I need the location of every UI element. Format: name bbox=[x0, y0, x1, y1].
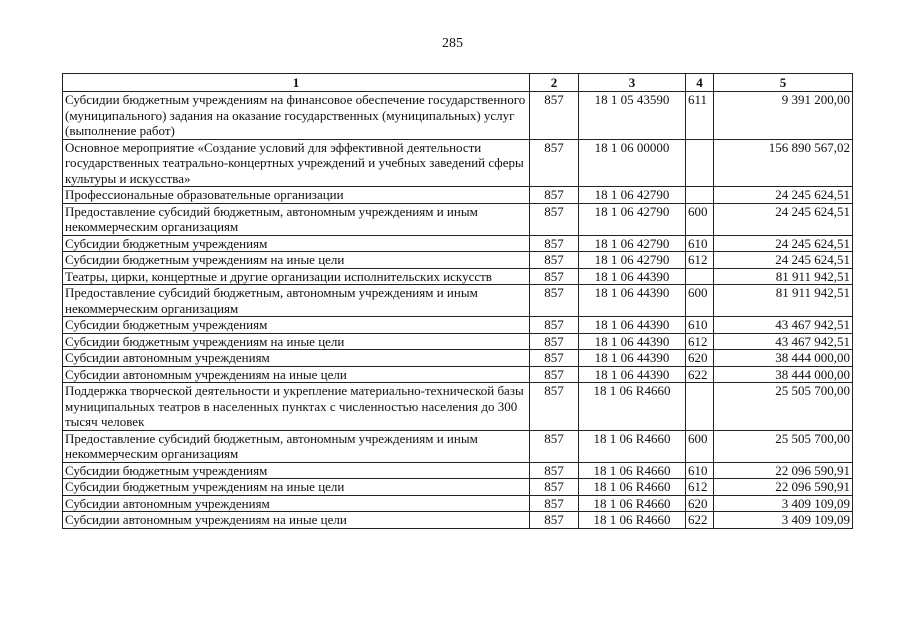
row-col-3: 18 1 06 R4660 bbox=[579, 495, 686, 512]
row-name: Субсидии автономным учреждениям на иные цели bbox=[63, 512, 530, 529]
row-name: Предоставление субсидий бюджетным, автономным учреждениям и иным некоммерческим организациям bbox=[63, 203, 530, 235]
header-col-2: 2 bbox=[530, 74, 579, 92]
table-row bbox=[63, 350, 853, 367]
row-col-2: 857 bbox=[530, 139, 579, 187]
row-name: Предоставление субсидий бюджетным, автономным учреждениям и иным некоммерческим организациям bbox=[63, 285, 530, 317]
row-col-3: 18 1 06 44390 bbox=[579, 268, 686, 285]
row-col-5: 3 409 109,09 bbox=[714, 512, 853, 529]
row-col-5: 25 505 700,00 bbox=[714, 430, 853, 462]
page-number: 285 bbox=[442, 36, 463, 51]
table-row bbox=[63, 268, 853, 285]
row-col-2: 857 bbox=[530, 366, 579, 383]
row-col-2: 857 bbox=[530, 92, 579, 140]
row-col-4: 612 bbox=[686, 252, 714, 269]
table-row bbox=[63, 235, 853, 252]
row-col-2: 857 bbox=[530, 203, 579, 235]
row-name: Субсидии бюджетным учреждениям bbox=[63, 462, 530, 479]
row-name: Субсидии бюджетным учреждениям bbox=[63, 235, 530, 252]
header-col-4: 4 bbox=[686, 74, 714, 92]
row-name: Субсидии автономным учреждениям bbox=[63, 350, 530, 367]
row-col-4 bbox=[686, 187, 714, 204]
table-row bbox=[63, 479, 853, 496]
row-col-5: 43 467 942,51 bbox=[714, 333, 853, 350]
row-col-4: 622 bbox=[686, 512, 714, 529]
header-col-3: 3 bbox=[579, 74, 686, 92]
row-col-2: 857 bbox=[530, 479, 579, 496]
row-col-3: 18 1 06 42790 bbox=[579, 187, 686, 204]
row-col-3: 18 1 06 R4660 bbox=[579, 512, 686, 529]
table-row bbox=[63, 366, 853, 383]
row-col-3: 18 1 06 44390 bbox=[579, 350, 686, 367]
row-col-2: 857 bbox=[530, 317, 579, 334]
row-name: Субсидии бюджетным учреждениям на иные цели bbox=[63, 479, 530, 496]
row-col-5: 22 096 590,91 bbox=[714, 479, 853, 496]
row-col-5: 9 391 200,00 bbox=[714, 92, 853, 140]
row-col-3: 18 1 06 R4660 bbox=[579, 462, 686, 479]
row-col-3: 18 1 06 42790 bbox=[579, 235, 686, 252]
row-col-3: 18 1 06 42790 bbox=[579, 252, 686, 269]
row-col-4: 612 bbox=[686, 479, 714, 496]
row-col-5: 25 505 700,00 bbox=[714, 383, 853, 431]
row-col-3: 18 1 06 44390 bbox=[579, 333, 686, 350]
row-col-4: 600 bbox=[686, 285, 714, 317]
row-name: Театры, цирки, концертные и другие организации исполнительских искусств bbox=[63, 268, 530, 285]
row-col-2: 857 bbox=[530, 462, 579, 479]
table-row bbox=[63, 203, 853, 235]
row-col-4: 612 bbox=[686, 333, 714, 350]
table-row bbox=[63, 383, 853, 431]
table-body bbox=[63, 92, 853, 529]
row-col-2: 857 bbox=[530, 187, 579, 204]
row-col-5: 24 245 624,51 bbox=[714, 187, 853, 204]
row-col-4: 600 bbox=[686, 203, 714, 235]
row-col-5: 24 245 624,51 bbox=[714, 203, 853, 235]
row-name: Предоставление субсидий бюджетным, автономным учреждениям и иным некоммерческим организациям bbox=[63, 430, 530, 462]
row-col-5: 24 245 624,51 bbox=[714, 235, 853, 252]
table-row bbox=[63, 512, 853, 529]
row-col-5: 38 444 000,00 bbox=[714, 366, 853, 383]
row-col-3: 18 1 06 R4660 bbox=[579, 430, 686, 462]
row-col-5: 43 467 942,51 bbox=[714, 317, 853, 334]
row-col-2: 857 bbox=[530, 495, 579, 512]
row-col-5: 24 245 624,51 bbox=[714, 252, 853, 269]
row-col-5: 81 911 942,51 bbox=[714, 285, 853, 317]
table-row bbox=[63, 333, 853, 350]
row-col-3: 18 1 06 R4660 bbox=[579, 383, 686, 431]
table-row bbox=[63, 92, 853, 140]
row-name: Субсидии бюджетным учреждениям на иные цели bbox=[63, 333, 530, 350]
row-col-4: 620 bbox=[686, 495, 714, 512]
row-col-4: 610 bbox=[686, 462, 714, 479]
row-col-5: 81 911 942,51 bbox=[714, 268, 853, 285]
row-col-4 bbox=[686, 139, 714, 187]
row-col-3: 18 1 06 44390 bbox=[579, 317, 686, 334]
row-col-2: 857 bbox=[530, 350, 579, 367]
table-row bbox=[63, 187, 853, 204]
row-col-5: 38 444 000,00 bbox=[714, 350, 853, 367]
row-col-3: 18 1 06 42790 bbox=[579, 203, 686, 235]
row-col-3: 18 1 06 00000 bbox=[579, 139, 686, 187]
row-col-2: 857 bbox=[530, 268, 579, 285]
row-col-4: 620 bbox=[686, 350, 714, 367]
row-col-4: 622 bbox=[686, 366, 714, 383]
row-col-3: 18 1 06 44390 bbox=[579, 366, 686, 383]
table-row bbox=[63, 462, 853, 479]
row-name: Субсидии автономным учреждениям bbox=[63, 495, 530, 512]
header-col-1: 1 bbox=[63, 74, 530, 92]
row-name: Субсидии бюджетным учреждениям на финансовое обеспечение государственного (муниципального) задания на оказание государственных (муниципальных) услуг (выполнение работ) bbox=[63, 92, 530, 140]
row-col-2: 857 bbox=[530, 512, 579, 529]
header-col-5: 5 bbox=[714, 74, 853, 92]
row-col-3: 18 1 05 43590 bbox=[579, 92, 686, 140]
row-col-4 bbox=[686, 268, 714, 285]
table-row bbox=[63, 430, 853, 462]
row-col-4: 600 bbox=[686, 430, 714, 462]
row-col-2: 857 bbox=[530, 430, 579, 462]
row-name: Субсидии автономным учреждениям на иные цели bbox=[63, 366, 530, 383]
row-col-3: 18 1 06 R4660 bbox=[579, 479, 686, 496]
row-col-2: 857 bbox=[530, 252, 579, 269]
row-col-2: 857 bbox=[530, 235, 579, 252]
row-col-4: 611 bbox=[686, 92, 714, 140]
row-name: Субсидии бюджетным учреждениям bbox=[63, 317, 530, 334]
row-col-3: 18 1 06 44390 bbox=[579, 285, 686, 317]
row-col-4: 610 bbox=[686, 317, 714, 334]
row-name: Основное мероприятие «Создание условий для эффективной деятельности государственных театрально-концертных учреждений и учебных заведений сферы культуры и искусства» bbox=[63, 139, 530, 187]
table-row bbox=[63, 317, 853, 334]
row-col-2: 857 bbox=[530, 333, 579, 350]
row-col-2: 857 bbox=[530, 383, 579, 431]
row-col-5: 156 890 567,02 bbox=[714, 139, 853, 187]
row-col-4: 610 bbox=[686, 235, 714, 252]
budget-table bbox=[62, 73, 853, 529]
table-row bbox=[63, 495, 853, 512]
row-name: Субсидии бюджетным учреждениям на иные цели bbox=[63, 252, 530, 269]
row-name: Поддержка творческой деятельности и укрепление материально-технической базы муниципальных театров в населенных пунктах с численностью населения до 300 тысяч человек bbox=[63, 383, 530, 431]
table-row bbox=[63, 252, 853, 269]
row-col-4 bbox=[686, 383, 714, 431]
row-col-2: 857 bbox=[530, 285, 579, 317]
row-name: Профессиональные образовательные организации bbox=[63, 187, 530, 204]
row-col-5: 22 096 590,91 bbox=[714, 462, 853, 479]
table-header-row bbox=[63, 74, 853, 92]
table-row bbox=[63, 285, 853, 317]
table-row bbox=[63, 139, 853, 187]
row-col-5: 3 409 109,09 bbox=[714, 495, 853, 512]
